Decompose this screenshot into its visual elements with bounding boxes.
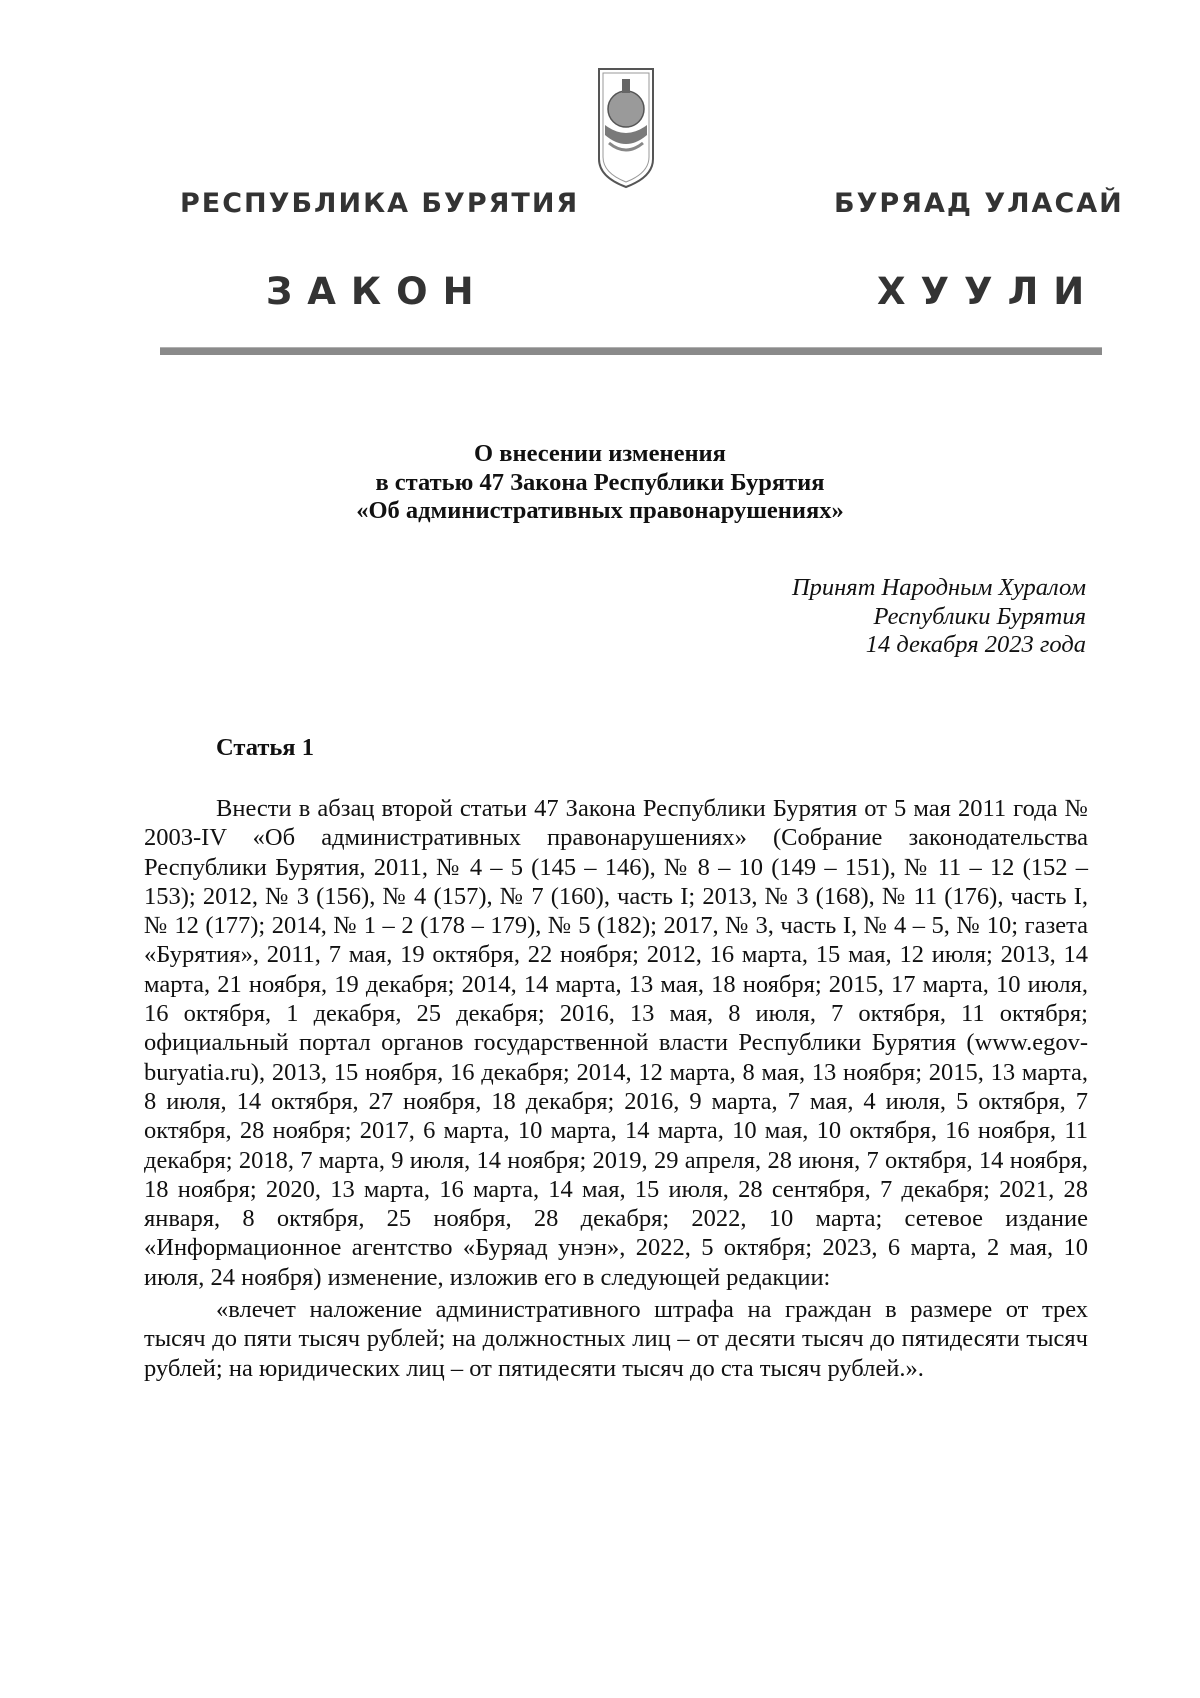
- article-paragraph: Внести в абзац второй статьи 47 Закона Республики Бурятия от 5 мая 2011 года № 2003-IV «Об административных правонарушениях» (Собрание законодательства Республики Бурятия, 2011, № 4 – 5 (145 – 146), № 8 – 10 (149 – 151), № 11 – 12 (152 – 153); 2012, № 3 (156), № 4 (157), № 7 (160), часть I; 2013, № 3 (168), № 11 (176), часть I, № 12 (177); 2014, № 1 – 2 (178 – 179), № 5 (182); 2017, № 3, часть I, № 4 – 5, № 10; газета «Бурятия», 2011, 7 мая, 19 октября, 22 ноября; 2012, 16 марта, 15 мая, 12 июля; 2013, 14 марта, 21 ноября, 19 декабря; 2014, 14 марта, 13 мая, 18 ноября; 2015, 17 марта, 10 июля, 16 октября, 1 декабря, 25 декабря; 2016, 13 мая, 8 июля, 7 октября, 11 октября; официальный портал органов государственной власти Республики Бурятия (www.egov-buryatia.ru), 2013, 15 ноября, 16 декабря; 2014, 12 марта, 8 мая, 13 ноября; 2015, 13 марта, 8 июля, 14 октября, 27 ноября, 18 декабря; 2016, 9 марта, 7 мая, 4 июля, 5 октября, 7 октября, 28 ноября; 2017, 6 марта, 10 марта, 14 марта, 10 мая, 10 октября, 16 ноября, 11 декабря; 2018, 7 марта, 9 июля, 14 ноября; 2019, 29 апреля, 28 июня, 7 октября, 14 ноября, 18 ноября; 2020, 13 марта, 16 марта, 14 мая, 15 июля, 28 сентября, 7 декабря; 2021, 28 января, 8 октября, 25 ноября, 28 декабря; 2022, 10 марта; сетевое издание «Информационное агентство «Буряад унэн», 2022, 5 октября; 2023, 6 марта, 2 мая, 10 июля, 24 ноября) изменение, изложив его в следующей редакции:: [144, 795, 1088, 1291]
- state-name-buryat: БУРЯАД УЛАСАЙ: [834, 188, 1124, 219]
- adoption-date: 14 декабря 2023 года: [865, 631, 1086, 658]
- header-divider: [160, 347, 1102, 355]
- adoption-note: [792, 574, 1086, 660]
- article-body: [144, 794, 1088, 1383]
- title-line: в статью 47 Закона Республики Бурятия: [375, 468, 825, 496]
- title-line: «Об административных правонарушениях»: [356, 497, 844, 524]
- document-type-russian: ЗАКОН: [266, 270, 489, 313]
- article-heading: Статья 1: [216, 734, 314, 761]
- document-type-buryat: ХУУЛИ: [877, 270, 1100, 313]
- title-line: О внесении изменения: [474, 440, 726, 467]
- article-paragraph: «влечет наложение административного штрафа на граждан в размере от трех тысяч до пяти тысяч рублей; на должностных лиц – от десяти тысяч до пятидесяти тысяч рублей; на юридических лиц – от пятидесяти тысяч до ста тысяч рублей.».: [144, 1296, 1088, 1382]
- coat-of-arms-emblem: [595, 63, 657, 191]
- state-name-russian: РЕСПУБЛИКА БУРЯТИЯ: [180, 188, 580, 219]
- adoption-line: Принят Народным Хуралом: [791, 574, 1086, 601]
- adoption-line: Республики Бурятия: [873, 602, 1086, 630]
- law-title: [150, 440, 1050, 526]
